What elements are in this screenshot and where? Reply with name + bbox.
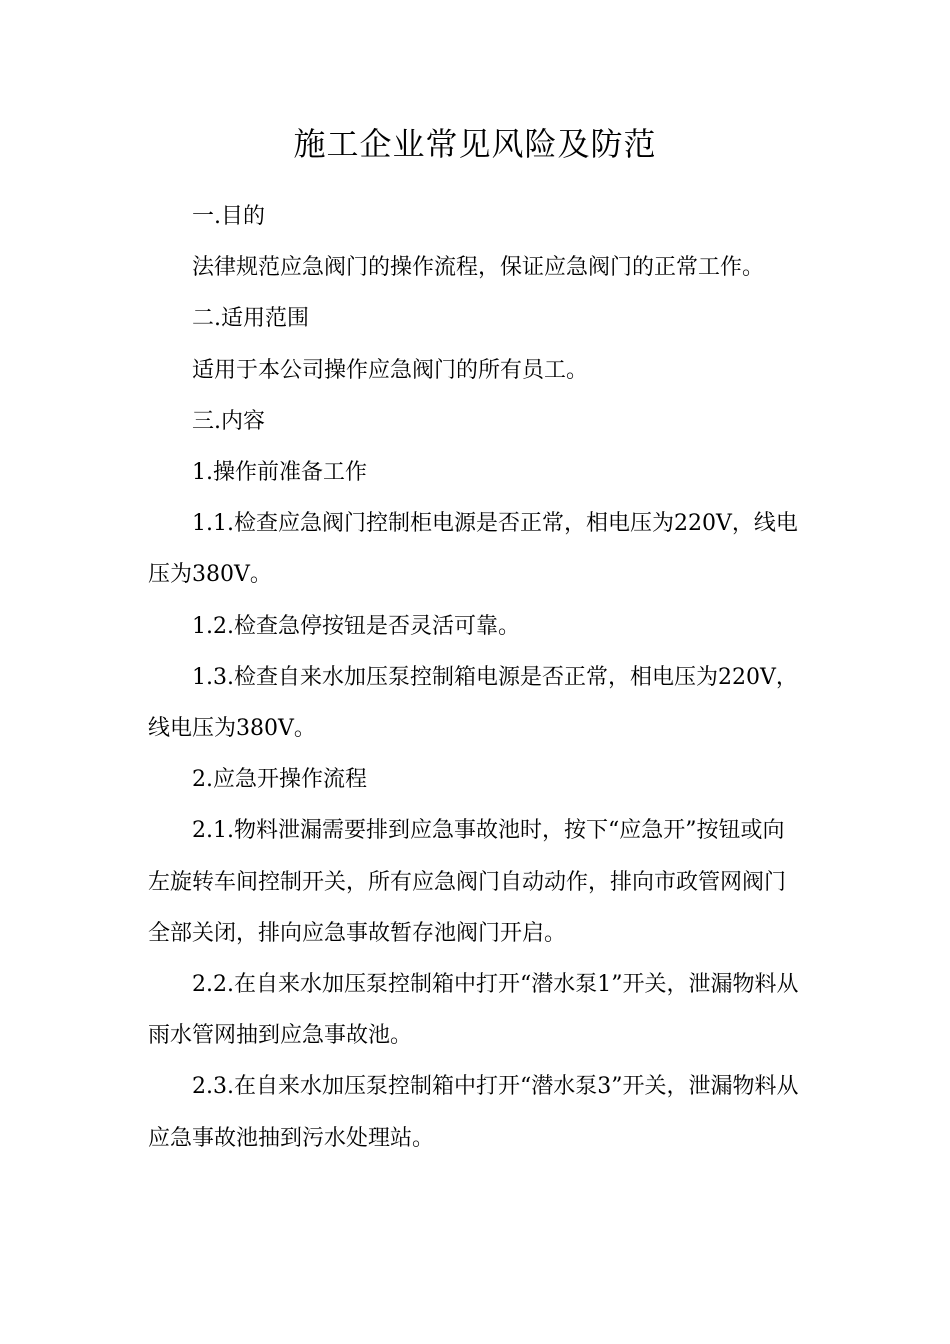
paragraph-1-3: 1.3.检查自来水加压泵控制箱电源是否正常，相电压为220V，线电压为380V。 [148, 664, 798, 742]
paragraph-purpose: 法律规范应急阀门的操作流程，保证应急阀门的正常工作。 [192, 255, 765, 281]
document-title: 施工企业常见风险及防范 [293, 125, 657, 163]
document-body [148, 191, 800, 1164]
paragraph-2-1: 2.1.物料泄漏需要排到应急事故池时，按下“应急开”按钮或向左旋转车间控制开关，所有应急阀门自动动作，排向市政管网阀门全部关闭，排向应急事故暂存池阀门开启。 [148, 818, 787, 946]
section-heading-scope: 二.适用范围 [192, 306, 309, 332]
paragraph-2-2: 2.2.在自来水加压泵控制箱中打开“潜水泵1”开关，泄漏物料从雨水管网抽到应急事故池。 [148, 972, 799, 1049]
section-heading-content: 三.内容 [192, 408, 265, 434]
section-heading-purpose: 一.目的 [192, 204, 265, 229]
paragraph-1-2: 1.2.检查急停按钮是否灵活可靠。 [192, 613, 520, 639]
paragraph-2-3: 2.3.在自来水加压泵控制箱中打开“潜水泵3”开关，泄漏物料从应急事故池抽到污水处理站。 [148, 1074, 799, 1151]
paragraph-1-1: 1.1.检查应急阀门控制柜电源是否正常，相电压为220V，线电压为380V。 [148, 511, 798, 588]
subheading-emergency-open: 2.应急开操作流程 [192, 767, 367, 793]
paragraph-scope: 适用于本公司操作应急阀门的所有员工。 [192, 357, 589, 383]
subheading-preparation: 1.操作前准备工作 [192, 460, 367, 486]
